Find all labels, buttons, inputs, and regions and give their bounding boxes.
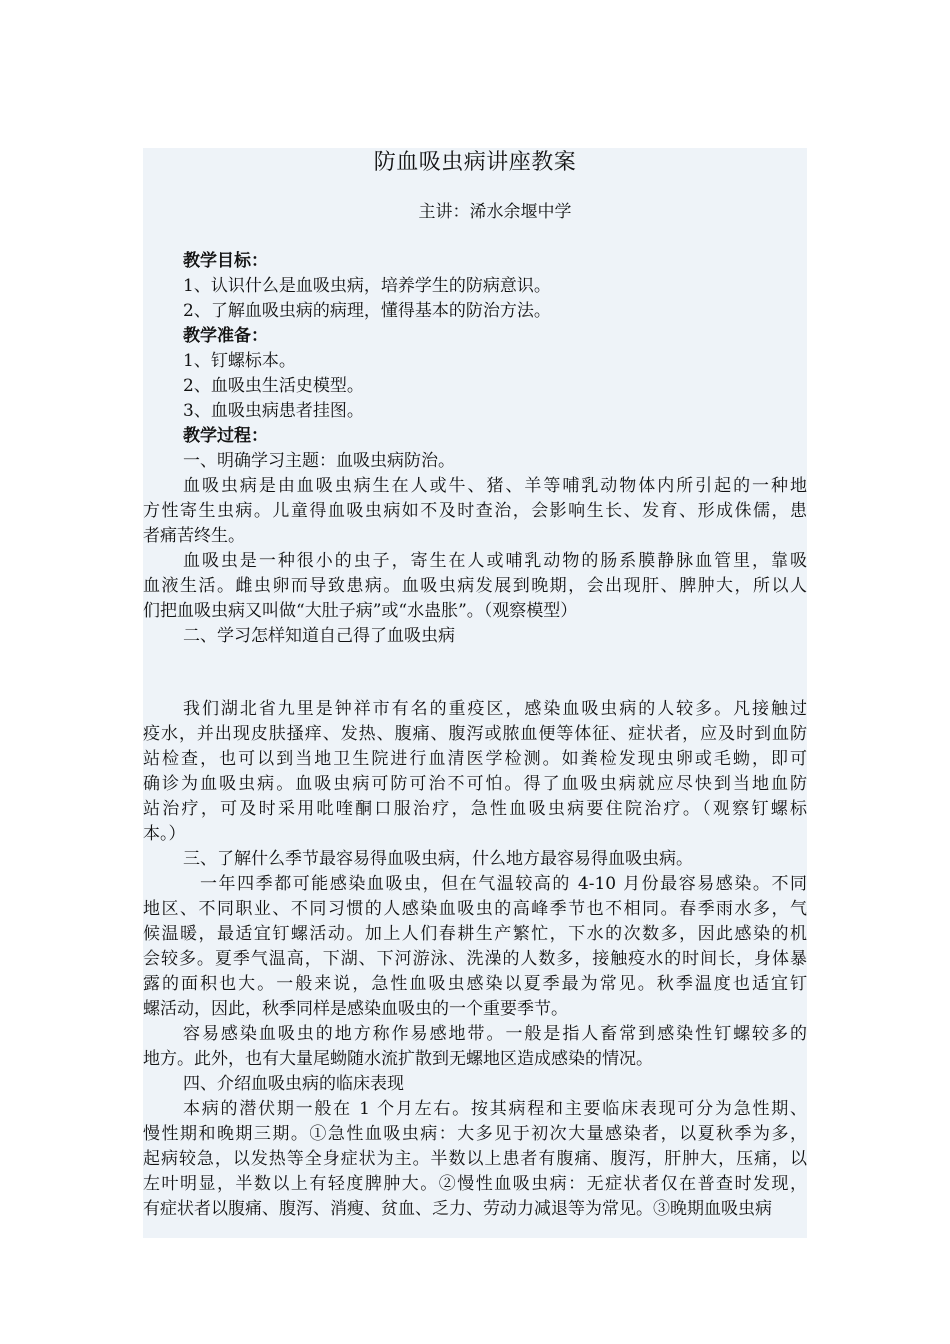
paragraph-line: 起病较急，以发热等全身症状为主。半数以上患者有腹痛、腹泻，肝肿大，压痛，以 xyxy=(143,1149,807,1169)
paragraph-line: 地区、不同职业、不同习惯的人感染血吸虫的高峰季节也不相同。春季雨水多，气 xyxy=(143,899,807,919)
section-heading-3: 三、了解什么季节最容易得血吸虫病，什么地方最容易得血吸虫病。 xyxy=(183,849,693,869)
paragraph-line: 容易感染血吸虫的地方称作易感地带。一般是指人畜常到感染性钉螺较多的 xyxy=(183,1024,807,1044)
paragraph-line: 我们湖北省九里是钟祥市有名的重疫区，感染血吸虫病的人较多。凡接触过 xyxy=(183,699,807,719)
paragraph-line: 血液生活。雌虫卵而导致患病。血吸虫病发展到晚期，会出现肝、脾肿大，所以人 xyxy=(143,576,807,596)
paragraph-line: 地方。此外，也有大量尾蚴随水流扩散到无螺地区造成感染的情况。 xyxy=(143,1049,653,1069)
paragraph-line: 一年四季都可能感染血吸虫，但在气温较高的 4-10 月份最容易感染。不同 xyxy=(200,874,807,894)
paragraph-line: 站治疗，可及时采用吡喹酮口服治疗，急性血吸虫病要住院治疗。（观察钉螺标 xyxy=(143,799,807,819)
paragraph-line: 左叶明显，半数以上有轻度脾肿大。②慢性血吸虫病：无症状者仅在普查时发现， xyxy=(143,1174,807,1194)
heading-teaching-goals: 教学目标： xyxy=(183,251,268,271)
paragraph-line: 血吸虫病是由血吸虫病生在人或牛、猪、羊等哺乳动物体内所引起的一种地 xyxy=(183,476,807,496)
page-title: 防血吸虫病讲座教案 xyxy=(373,150,577,175)
section-heading-4: 四、介绍血吸虫病的临床表现 xyxy=(183,1074,404,1094)
paragraph-line: 候温暖，最适宜钉螺活动。加上人们春耕生产繁忙，下水的次数多，因此感染的机 xyxy=(143,924,807,944)
paragraph-line: 露的面积也大。一般来说，急性血吸虫感染以夏季最为常见。秋季温度也适宜钉 xyxy=(143,974,807,994)
paragraph-line: 慢性期和晚期三期。①急性血吸虫病：大多见于初次大量感染者，以夏秋季为多， xyxy=(143,1124,807,1144)
speaker-line: 主讲：浠水余堰中学 xyxy=(418,202,572,222)
paragraph-line: 血吸虫是一种很小的虫子，寄生在人或哺乳动物的肠系膜静脉血管里，靠吸 xyxy=(183,551,807,571)
section-diagnosis-season-clinical xyxy=(143,697,807,1222)
prep-item: 3、血吸虫病患者挂图。 xyxy=(183,401,364,421)
paragraph-line: 方性寄生虫病。儿童得血吸虫病如不及时查治，会影响生长、发育、形成侏儒，患 xyxy=(143,501,807,521)
goal-item: 1、认识什么是血吸虫病，培养学生的防病意识。 xyxy=(183,276,551,296)
paragraph-line: 会较多。夏季气温高，下湖、下河游泳、洗澡的人数多，接触疫水的时间长，身体暴 xyxy=(143,949,807,969)
paragraph-line: 本病的潜伏期一般在 1 个月左右。按其病程和主要临床表现可分为急性期、 xyxy=(183,1099,807,1119)
prep-item: 2、血吸虫生活史模型。 xyxy=(183,376,364,396)
heading-teaching-process: 教学过程： xyxy=(183,426,268,446)
heading-teaching-prep: 教学准备： xyxy=(183,326,268,346)
paragraph-line: 本。） xyxy=(143,824,186,844)
goal-item: 2、了解血吸虫病的病理，懂得基本的防治方法。 xyxy=(183,301,551,321)
paragraph-line: 疫水，并出现皮肤搔痒、发热、腹痛、腹泻或脓血便等体征、症状者，应及时到血防 xyxy=(143,724,807,744)
paragraph-line: 螺活动，因此，秋季同样是感染血吸虫的一个重要季节。 xyxy=(143,999,568,1019)
section-goals-prep-process xyxy=(143,249,807,649)
section-heading-2: 二、学习怎样知道自己得了血吸虫病 xyxy=(183,626,455,646)
paragraph-line: 们把血吸虫病又叫做“大肚子病”或“水蛊胀”。（观察模型） xyxy=(143,601,578,621)
paragraph-line: 有症状者以腹痛、腹泻、消瘦、贫血、乏力、劳动力减退等为常见。③晚期血吸虫病 xyxy=(143,1199,772,1219)
prep-item: 1、钉螺标本。 xyxy=(183,351,296,371)
paragraph-line: 站检查，也可以到当地卫生院进行血清医学检测。如粪检发现虫卵或毛蚴，即可 xyxy=(143,749,807,769)
paragraph-line: 确诊为血吸虫病。血吸虫病可防可治不可怕。得了血吸虫病就应尽快到当地血防 xyxy=(143,774,807,794)
section-heading-1: 一、明确学习主题：血吸虫病防治。 xyxy=(183,451,455,471)
paragraph-line: 者痛苦终生。 xyxy=(143,526,245,546)
